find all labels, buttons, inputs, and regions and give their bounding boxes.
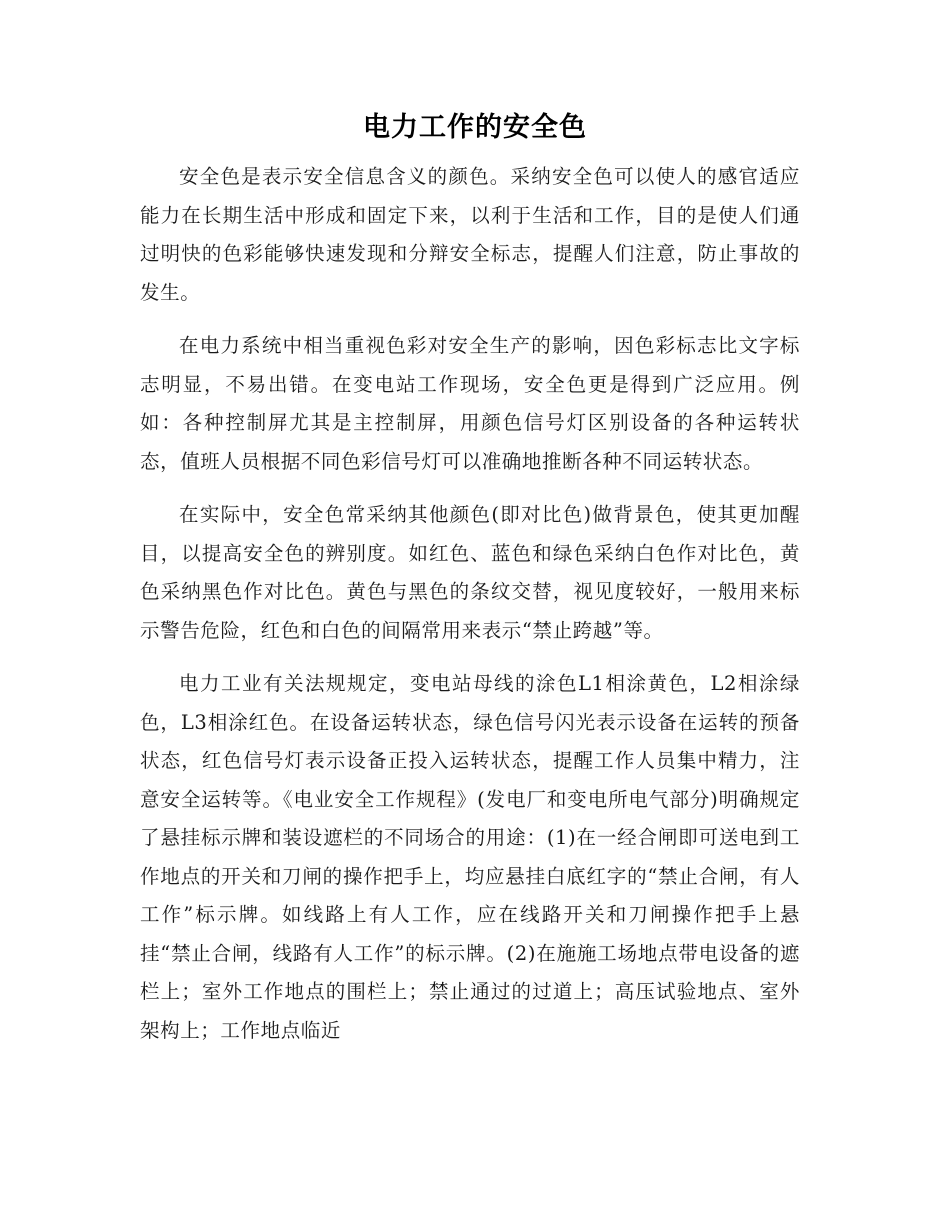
paragraph-contrast-colors: 在实际中，安全色常采纳其他颜色(即对比色)做背景色，使其更加醒目，以提高安全色的辨别度。如红色、蓝色和绿色采纳白色作对比色，黄色采纳黑色作对比色。黄色与黑色的条纹交替，视见度较好，一般用来标示警告危险，红色和白色的间隔常用来表示“禁止跨越”等。: [140, 503, 800, 642]
paragraph-regulations: 电力工业有关法规规定，变电站母线的涂色L1相涂黄色，L2相涂绿色，L3相涂红色。在设备运转状态，绿色信号闪光表示设备在运转的预备状态，红色信号灯表示设备正投入运转状态，提醒工作人员集中精力，注意安全运转等。《电业安全工作规程》(发电厂和变电所电气部分)明确规定了悬挂标示牌和装设遮栏的不同场合的用途：(1)在一经合闸即可送电到工作地点的开关和刀闸的操作把手上，均应悬挂白底红字的“禁止合闸，有人工作”标示牌。如线路上有人工作，应在线路开关和刀闸操作把手上悬挂“禁止合闸，线路有人工作”的标示牌。(2)在施施工场地点带电设备的遮栏上；室外工作地点的围栏上；禁止通过的过道上；高压试验地点、室外架构上；工作地点临近: [140, 672, 800, 1042]
paragraph-intro: 安全色是表示安全信息含义的颜色。采纳安全色可以使人的感官适应能力在长期生活中形成和固定下来，以利于生活和工作，目的是使人们通过明快的色彩能够快速发现和分辩安全标志，提醒人们注意，防止事故的发生。: [140, 165, 800, 304]
document-title: 电力工作的安全色: [363, 112, 587, 143]
paragraph-power-system: 在电力系统中相当重视色彩对安全生产的影响，因色彩标志比文字标志明显，不易出错。在变电站工作现场，安全色更是得到广泛应用。例如：各种控制屏尤其是主控制屏，用颜色信号灯区别设备的各种运转状态，值班人员根据不同色彩信号灯可以准确地推断各种不同运转状态。: [140, 334, 800, 473]
document-body: [140, 158, 800, 1065]
